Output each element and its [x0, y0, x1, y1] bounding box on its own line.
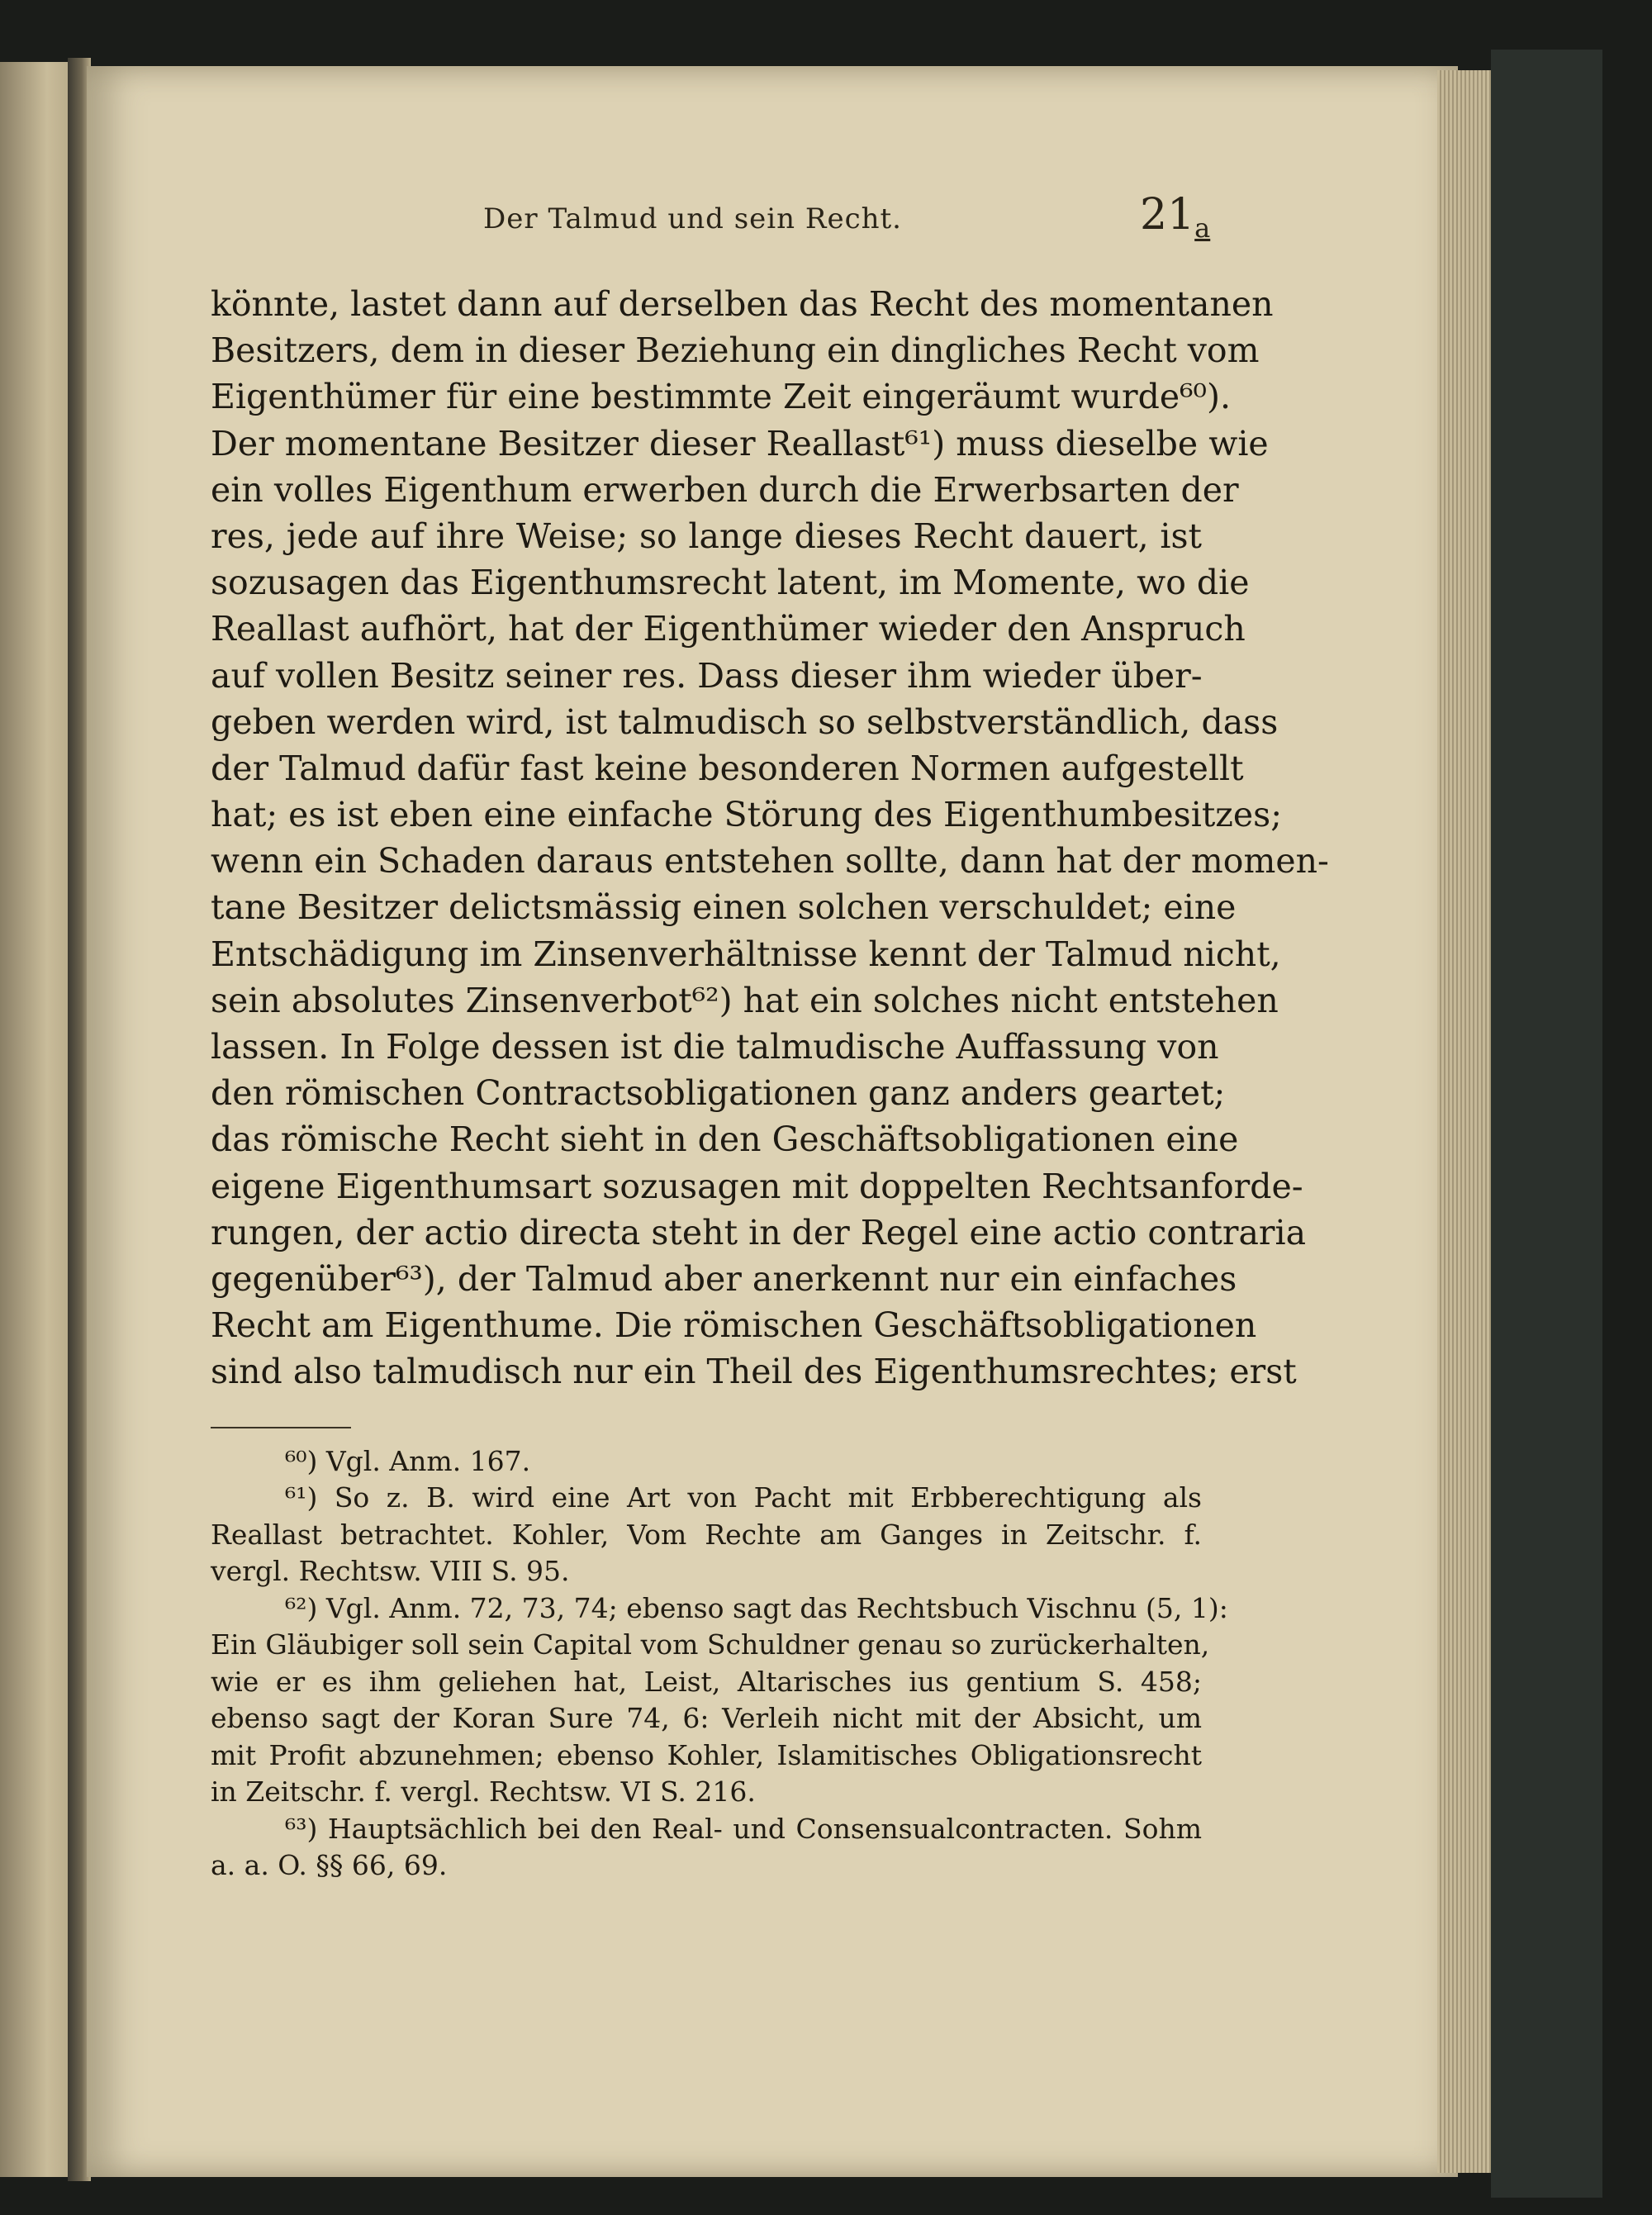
body-line: auf vollen Besitz seiner res. Dass dieser ihm wieder über-	[211, 655, 1203, 696]
body-line: den römischen Contractsobligationen ganz anders geartet;	[211, 1073, 1226, 1114]
signature-mark: a	[1194, 212, 1211, 244]
footnote-line: Ein Gläubiger soll sein Capital vom Schuldner genau so zurückerhalten,	[211, 1628, 1210, 1661]
body-line: das römische Recht sieht in den Geschäftsobligationen eine	[211, 1119, 1239, 1160]
body-line: Der momentane Besitzer dieser Reallast⁶¹) muss dieselbe wie	[211, 423, 1269, 463]
footnote-line: wie er es ihm geliehen hat, Leist, Altarisches ius gentium S. 458;	[211, 1665, 1202, 1698]
footnote-line: ⁶¹) So z. B. wird eine Art von Pacht mit Erbberechtigung als	[285, 1481, 1202, 1514]
page-number-value: 21	[1140, 190, 1195, 240]
footnote-rule	[211, 1427, 351, 1428]
running-head	[211, 190, 1211, 248]
body-line: Entschädigung im Zinsenverhältnisse kennt der Talmud nicht,	[211, 934, 1281, 974]
body-line: Reallast aufhört, hat der Eigenthümer wieder den Anspruch	[211, 609, 1246, 649]
body-line: rungen, der actio directa steht in der Regel eine actio contraria	[211, 1212, 1307, 1252]
body-line: sein absolutes Zinsenverbot⁶²) hat ein solches nicht entstehen	[211, 980, 1279, 1020]
footnote-line: mit Profit abzunehmen; ebenso Kohler, Islamitisches Obligationsrecht	[211, 1738, 1202, 1771]
body-line: eigene Eigenthumsart sozusagen mit doppelten Rechtsanforde-	[211, 1166, 1303, 1206]
footnote-line: in Zeitschr. f. vergl. Rechtsw. VI S. 216.	[211, 1775, 756, 1808]
footnote-line: ⁶²) Vgl. Anm. 72, 73, 74; ebenso sagt das Rechtsbuch Vischnu (5, 1):	[285, 1591, 1228, 1624]
left-page-edge	[0, 62, 78, 2177]
body-line: geben werden wird, ist talmudisch so selbstverständlich, dass	[211, 701, 1279, 742]
body-line: könnte, lastet dann auf derselben das Recht des momentanen	[211, 284, 1274, 324]
page-number	[1140, 190, 1210, 244]
body-line: hat; es ist eben eine einfache Störung des Eigenthumbesitzes;	[211, 795, 1283, 835]
body-line: sozusagen das Eigenthumsrecht latent, im Momente, wo die	[211, 563, 1250, 603]
body-line: Recht am Eigenthume. Die römischen Geschäftsobligationen	[211, 1305, 1257, 1346]
body-line: Eigenthümer für eine bestimmte Zeit eingeräumt wurde⁶⁰).	[211, 377, 1231, 417]
footnote-line: ⁶⁰) Vgl. Anm. 167.	[285, 1444, 531, 1477]
running-head-title: Der Talmud und sein Recht.	[483, 202, 902, 235]
book-cover-edge	[1491, 50, 1602, 2198]
footnote-line: vergl. Rechtsw. VIII S. 95.	[211, 1555, 570, 1587]
body-line: ein volles Eigenthum erwerben durch die Erwerbsarten der	[211, 469, 1239, 510]
page-edges	[1437, 70, 1495, 2173]
footnote-line: a. a. O. §§ 66, 69.	[211, 1849, 448, 1881]
body-line: wenn ein Schaden daraus entstehen sollte, dann hat der momen-	[211, 841, 1329, 882]
body-line: res, jede auf ihre Weise; so lange dieses Recht dauert, ist	[211, 516, 1202, 556]
footnote-line: ⁶³) Hauptsächlich bei den Real- und Consensualcontracten. Sohm	[285, 1812, 1202, 1845]
body-line: lassen. In Folge dessen ist die talmudische Auffassung von	[211, 1027, 1219, 1067]
page-content	[211, 190, 1329, 1885]
body-line: tane Besitzer delictsmässig einen solchen verschuldet; eine	[211, 887, 1237, 928]
body-text	[211, 281, 1329, 1395]
footnotes	[211, 1443, 1228, 1885]
body-line: gegenüber⁶³), der Talmud aber anerkennt nur ein einfaches	[211, 1258, 1237, 1299]
footnote-line: Reallast betrachtet. Kohler, Vom Rechte am Ganges in Zeitschr. f.	[211, 1518, 1202, 1551]
body-line: der Talmud dafür fast keine besonderen Normen aufgestellt	[211, 748, 1244, 788]
body-line: Besitzers, dem in dieser Beziehung ein dingliches Recht vom	[211, 330, 1260, 371]
footnote-line: ebenso sagt der Koran Sure 74, 6: Verleih nicht mit der Absicht, um	[211, 1702, 1202, 1734]
body-line: sind also talmudisch nur ein Theil des Eigenthumsrechtes; erst	[211, 1352, 1297, 1392]
